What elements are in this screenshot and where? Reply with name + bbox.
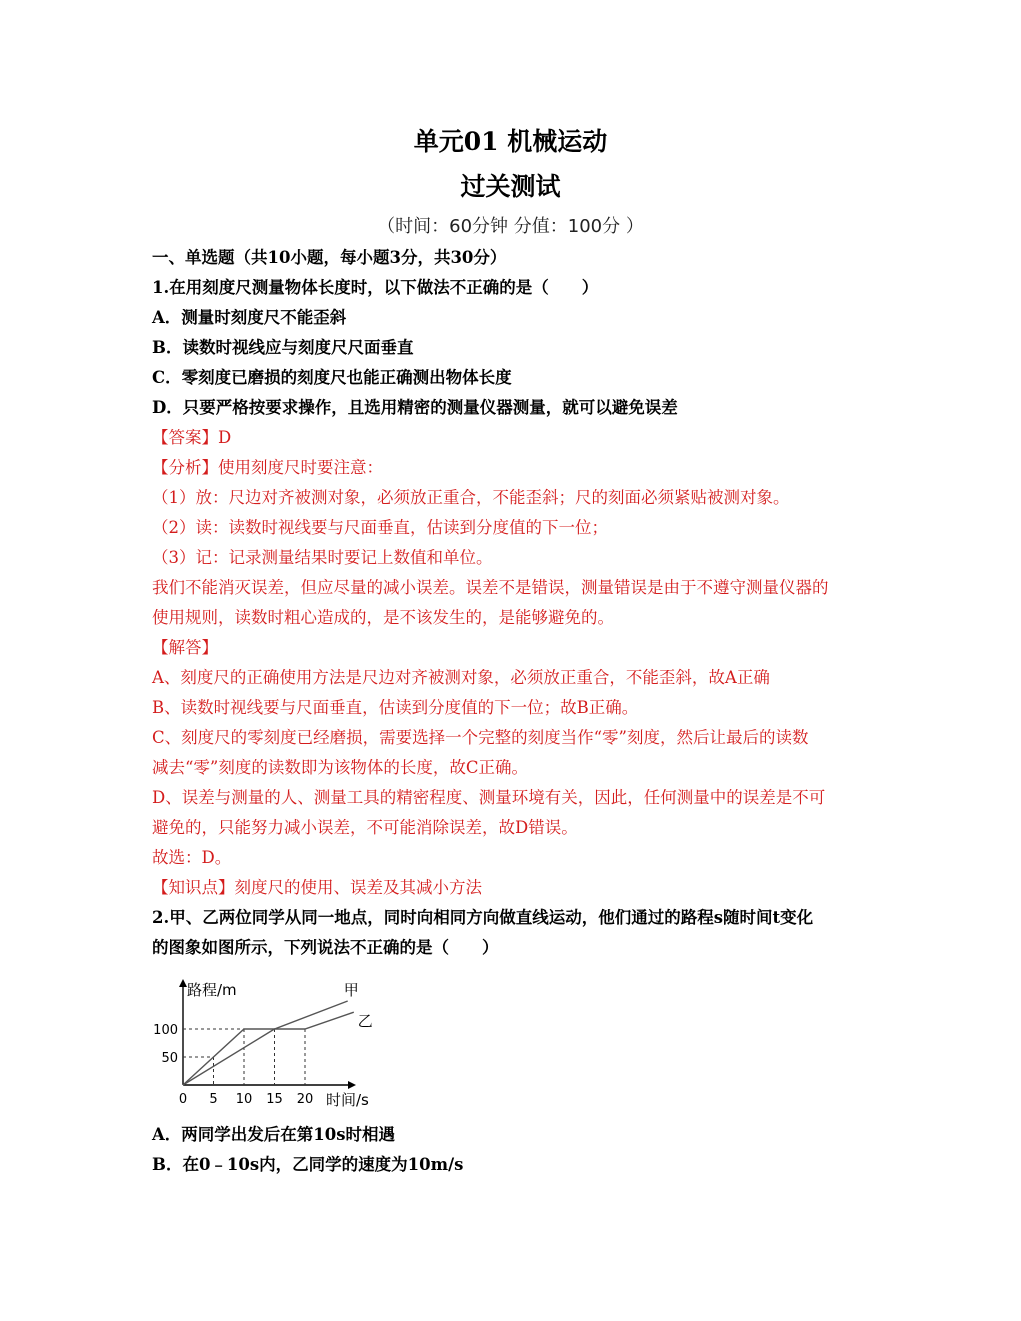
analysis-line: （2）读：读数时视线要与尺面垂直，估读到分度值的下一位；	[152, 518, 608, 537]
analysis-line: （3）记：记录测量结果时要记上数值和单位。	[152, 548, 493, 567]
section-heading: 一、单选题（共10小题，每小题3分，共30分）	[152, 248, 507, 267]
page-title: 单元01 机械运动	[413, 127, 608, 156]
series-line-jia	[183, 1001, 348, 1085]
series-line-yi	[183, 1012, 354, 1085]
solution-line: 避免的，只能努力减小误差，不可能消除误差，故D错误。	[152, 818, 578, 837]
x-tick-label: 5	[209, 1092, 218, 1107]
answer-label: 【答案】D	[152, 428, 232, 447]
analysis-line: 【分析】使用刻度尺时要注意：	[152, 458, 383, 477]
knowledge-point: 【知识点】刻度尺的使用、误差及其减小方法	[152, 878, 482, 897]
analysis-line: 我们不能消灭误差，但应尽量的减小误差。误差不是错误，测量错误是由于不遵守测量仪器的	[152, 578, 829, 597]
solution-line: A、刻度尺的正确使用方法是尺边对齐被测对象，必须放正重合，不能歪斜，故A正确	[152, 668, 770, 687]
page-subtitle: 过关测试	[460, 172, 561, 201]
question-2-stem-line: 的图象如图所示，下列说法不正确的是（ ）	[152, 938, 499, 957]
x-axis-label: 时间/s	[326, 1091, 369, 1109]
x-tick-label: 0	[178, 1092, 188, 1107]
question-2-option-a: A．两同学出发后在第10s时相遇	[152, 1125, 396, 1144]
question-1-option-c: C．零刻度已磨损的刻度尺也能正确测出物体长度	[152, 368, 512, 387]
y-axis-arrow	[179, 979, 187, 987]
question-1-option-d: D．只要严格按要求操作，且选用精密的测量仪器测量，就可以避免误差	[152, 398, 678, 417]
solution-line: D、误差与测量的人、测量工具的精密程度、测量环境有关，因此，任何测量中的误差是不可	[152, 788, 826, 807]
solution-line: C、刻度尺的零刻度已经磨损，需要选择一个完整的刻度当作“零”刻度，然后让最后的读数	[152, 728, 809, 747]
distance-time-graph	[150, 965, 390, 1113]
series-label: 甲	[343, 981, 359, 999]
time-score-info: （时间：60分钟 分值：100分 ）	[377, 216, 644, 237]
solution-line: 故选：D。	[152, 848, 232, 867]
y-tick-label: 100	[153, 1023, 178, 1038]
question-1-option-b: B．读数时视线应与刻度尺尺面垂直	[152, 338, 414, 357]
solution-line: B、读数时视线要与尺面垂直，估读到分度值的下一位；故B正确。	[152, 698, 639, 717]
analysis-line: 使用规则，读数时粗心造成的，是不该发生的，是能够避免的。	[152, 608, 614, 627]
solution-label: 【解答】	[152, 638, 218, 657]
x-tick-label: 10	[235, 1092, 253, 1107]
x-axis-arrow	[348, 1081, 356, 1089]
x-tick-label: 20	[296, 1092, 314, 1107]
question-1-option-a: A．测量时刻度尺不能歪斜	[152, 308, 347, 327]
solution-line: 减去“零”刻度的读数即为该物体的长度，故C正确。	[152, 758, 528, 777]
x-tick-label: 15	[266, 1092, 283, 1107]
y-tick-label: 50	[161, 1051, 178, 1066]
series-label: 乙	[357, 1012, 373, 1031]
analysis-line: （1）放：尺边对齐被测对象，必须放正重合，不能歪斜；尺的刻面必须紧贴被测对象。	[152, 488, 790, 507]
y-axis-label: 路程/m	[187, 981, 237, 999]
question-2-stem-line: 2.甲、乙两位同学从同一地点，同时向相同方向做直线运动，他们通过的路程s随时间t变化	[152, 908, 814, 927]
question-2-option-b: B．在0﹣10s内，乙同学的速度为10m/s	[152, 1155, 464, 1174]
question-1-stem: 1.在用刻度尺测量物体长度时，以下做法不正确的是（ ）	[152, 278, 599, 297]
